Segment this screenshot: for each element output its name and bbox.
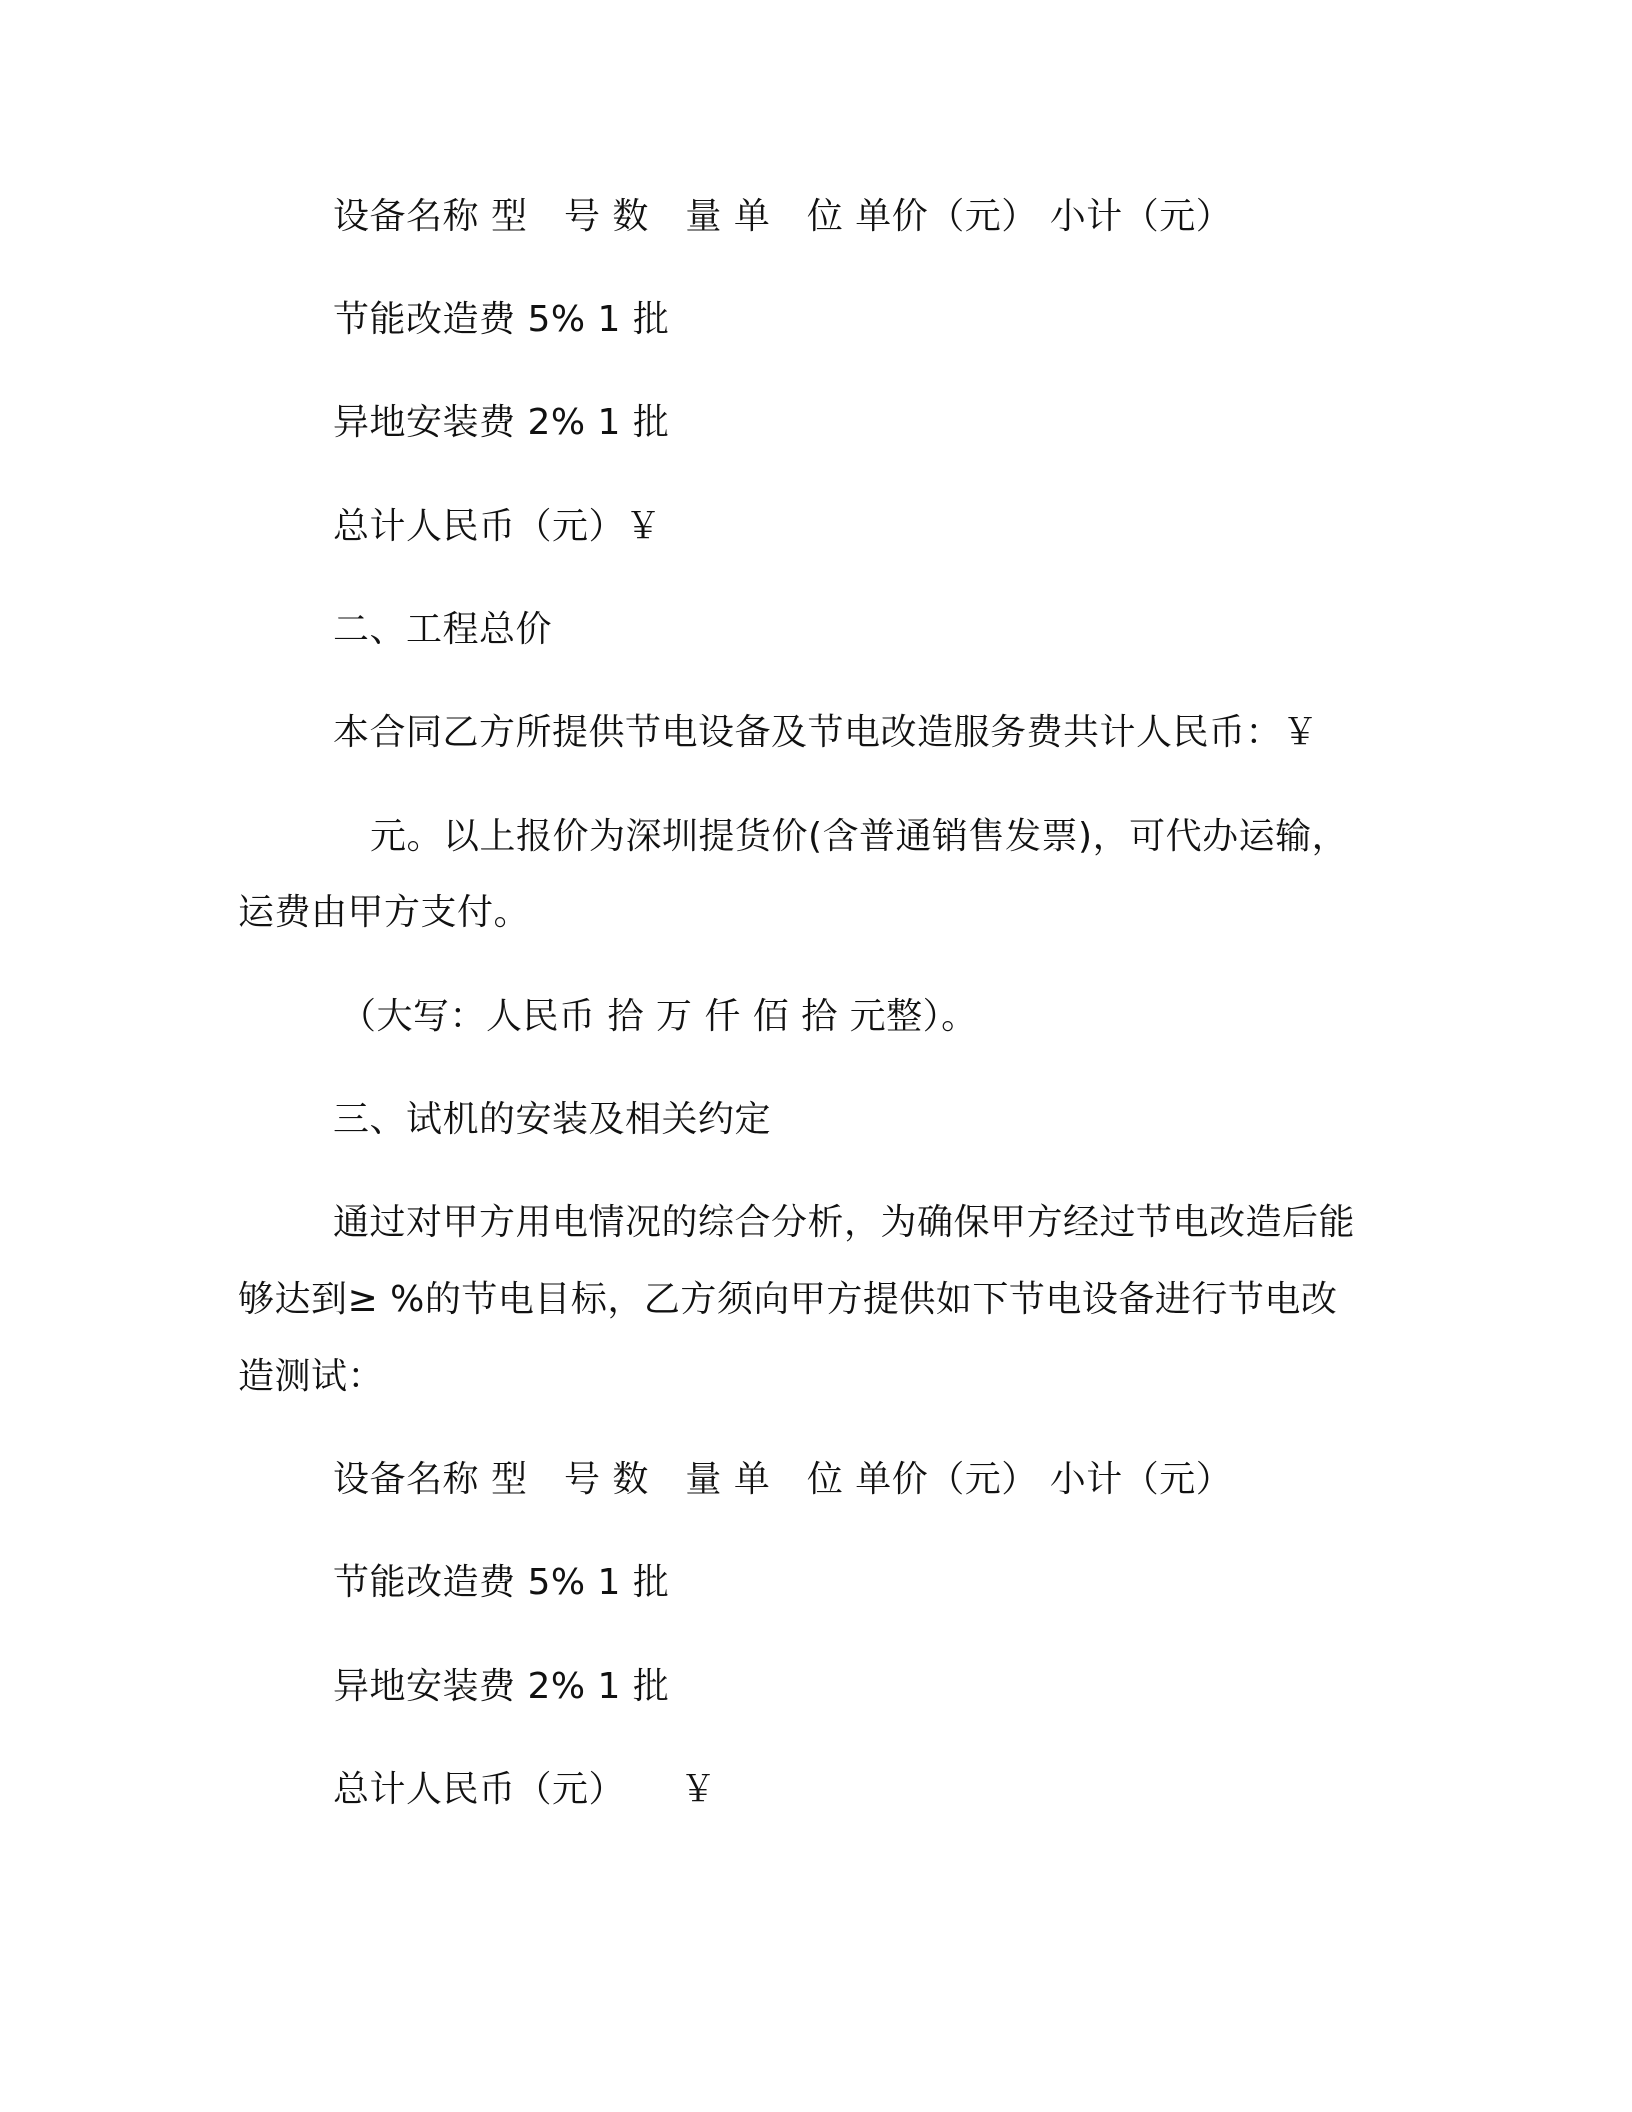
table-total-line: 总计人民币（元）￥	[333, 506, 662, 547]
paragraph-line: 运费由甲方支付。	[238, 892, 531, 933]
table-header-line: 设备名称 型 号 数 量 单 位 单价（元） 小计（元）	[333, 196, 1233, 237]
section-heading-3: 三、试机的安装及相关约定	[333, 1099, 772, 1140]
table-header-line: 设备名称 型 号 数 量 单 位 单价（元） 小计（元）	[333, 1459, 1233, 1500]
paragraph-line: 本合同乙方所提供节电设备及节电改造服务费共计人民币：￥	[333, 712, 1319, 753]
paragraph-line: 造测试：	[238, 1356, 385, 1397]
table-row-install-fee: 异地安装费 2% 1 批	[333, 1666, 670, 1707]
table-row-energy-fee: 节能改造费 5% 1 批	[333, 299, 670, 340]
table-row-install-fee: 异地安装费 2% 1 批	[333, 402, 670, 443]
section-heading-2: 二、工程总价	[333, 609, 553, 650]
paragraph-line: 元。以上报价为深圳提货价(含普通销售发票)，可代办运输，	[370, 816, 1349, 857]
paragraph-line: （大写：人民币 拾 万 仟 佰 拾 元整）。	[340, 996, 978, 1037]
paragraph-line: 通过对甲方用电情况的综合分析，为确保甲方经过节电改造后能	[333, 1202, 1356, 1243]
paragraph-line: 够达到≥ %的节电目标，乙方须向甲方提供如下节电设备进行节电改	[238, 1279, 1338, 1320]
table-total-line: 总计人民币（元） ￥	[333, 1769, 717, 1810]
table-row-energy-fee: 节能改造费 5% 1 批	[333, 1562, 670, 1603]
